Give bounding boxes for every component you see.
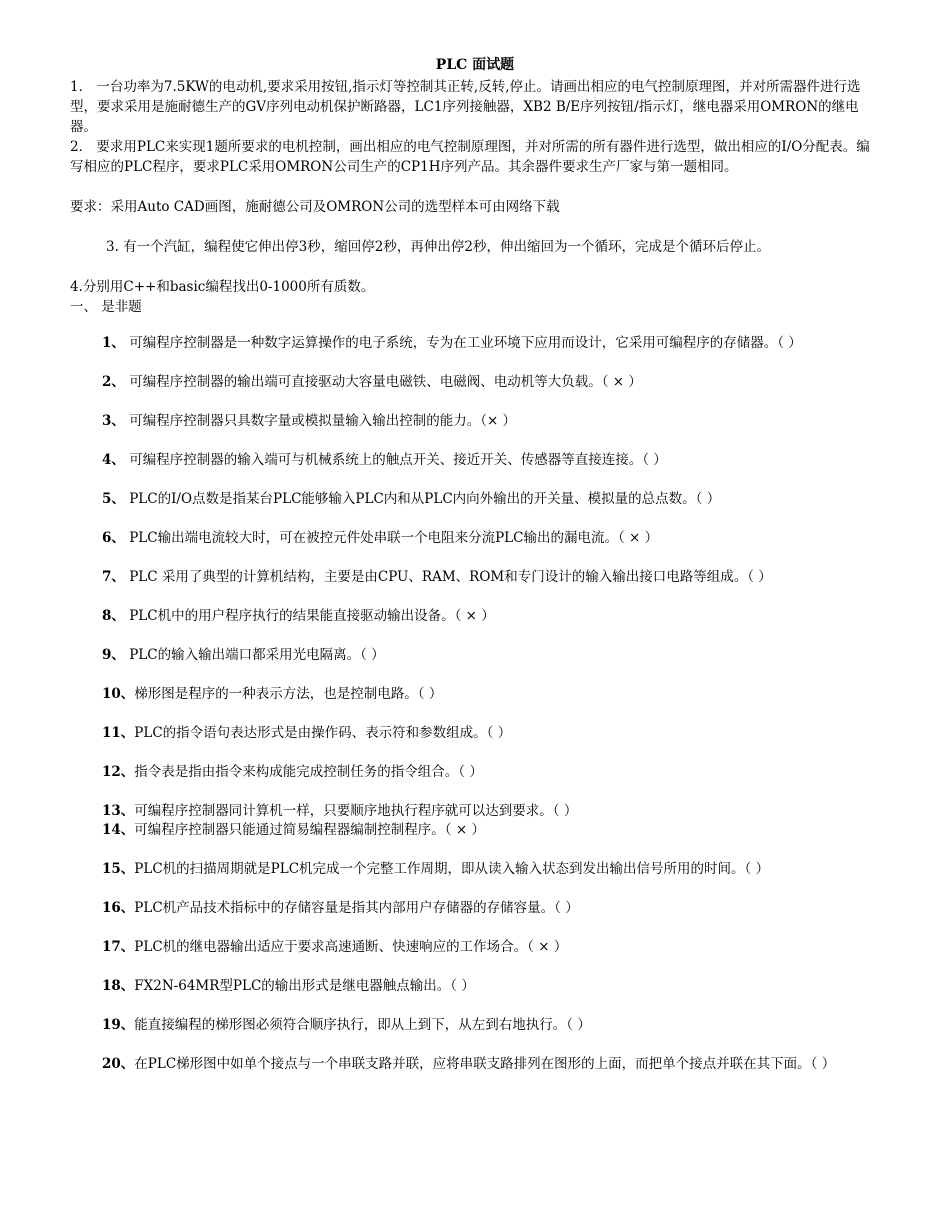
question-number: 20、	[102, 1056, 135, 1072]
question-text: 可编程序控制器同计算机一样，只要顺序地执行程序就可以达到要求。（ ）	[134, 803, 578, 819]
question-number: 17、	[102, 939, 135, 955]
question-item	[70, 373, 880, 392]
question-number: 10、	[102, 686, 135, 702]
question-number: 1、	[102, 335, 125, 351]
question-text: PLC 采用了典型的计算机结构，主要是由CPU、RAM、ROM和专门设计的输入输出接口电路等组成。（ ）	[124, 569, 772, 585]
intro-item-2: 2． 要求用PLC来实现1题所要求的电机控制，画出相应的电气控制原理图，并对所需的所有器件进行选型，做出相应的I/O分配表。编写相应的PLC程序，要求PLC采用OMRON公司生产的CP1H序列产品。其余器件要求生产厂家与第一题相同。	[70, 139, 870, 175]
question-item	[70, 763, 880, 782]
question-text: 能直接编程的梯形图必须符合顺序执行，即从上到下，从左到右地执行。（ ）	[134, 1017, 591, 1033]
question-item	[70, 334, 880, 353]
question-number: 6、	[102, 530, 125, 546]
question-text: PLC的指令语句表达形式是由操作码、表示符和参数组成。（ ）	[134, 725, 512, 741]
question-item	[70, 821, 880, 840]
question-number: 12、	[102, 764, 135, 780]
question-item	[70, 1055, 880, 1074]
question-number: 2、	[102, 374, 125, 390]
question-item	[70, 938, 880, 957]
question-text: 指令表是指由指令来构成能完成控制任务的指令组合。（ ）	[134, 764, 483, 780]
question-item	[70, 490, 880, 509]
question-number: 7、	[102, 569, 125, 585]
question-number: 11、	[102, 725, 135, 741]
intro-requirement: 要求：采用Auto CAD画图，施耐德公司及OMRON公司的选型样本可由网络下载	[70, 199, 560, 215]
question-item	[70, 451, 880, 470]
question-text: 可编程序控制器只具数字量或模拟量输入输出控制的能力。（× ）	[124, 413, 517, 429]
question-number: 8、	[102, 608, 125, 624]
question-text: 在PLC梯形图中如单个接点与一个串联支路并联，应将串联支路排列在图形的上面，而把单个接点并联在其下面。（ ）	[134, 1056, 836, 1072]
section-heading: 一、 是非题	[70, 299, 142, 315]
question-item	[70, 860, 880, 879]
question-text: PLC机的继电器输出适应于要求高速通断、快速响应的工作场合。（ × ）	[134, 939, 568, 955]
question-text: 可编程序控制器的输出端可直接驱动大容量电磁铁、电磁阀、电动机等大负载。（ × ）	[124, 374, 642, 390]
document-page	[70, 55, 880, 1074]
question-item	[70, 1016, 880, 1035]
question-item	[70, 802, 880, 821]
intro-item-1: 1． 一台功率为7.5KW的电动机,要求采用按钮,指示灯等控制其正转,反转,停止。请画出相应的电气控制原理图，并对所需器件进行选型，要求采用是施耐德生产的GV序列电动机保护断路器，LC1序列接触器，XB2 B/E序列按钮/指示灯，继电器采用OMRON的继电器。	[70, 79, 861, 135]
question-text: 可编程序控制器只能通过简易编程器编制控制程序。（ × ）	[134, 822, 485, 838]
question-item	[70, 977, 880, 996]
question-text: PLC机中的用户程序执行的结果能直接驱动输出设备。（ × ）	[124, 608, 495, 624]
question-list	[70, 317, 880, 1074]
question-text: PLC输出端电流较大时，可在被控元件处串联一个电阻来分流PLC输出的漏电流。（ × ）	[124, 530, 659, 546]
question-text: 可编程序控制器的输入端可与机械系统上的触点开关、接近开关、传感器等直接连接。（ ）	[124, 452, 667, 468]
question-item	[70, 568, 880, 587]
question-number: 18、	[102, 978, 135, 994]
question-item	[70, 607, 880, 626]
question-number: 4、	[102, 452, 125, 468]
question-item	[70, 899, 880, 918]
page-title: PLC 面试题	[435, 57, 515, 73]
question-item	[70, 724, 880, 743]
question-item	[70, 685, 880, 704]
question-number: 19、	[102, 1017, 135, 1033]
question-number: 9、	[102, 647, 125, 663]
question-item	[70, 529, 880, 548]
question-item	[70, 646, 880, 665]
question-text: FX2N-64MR型PLC的输出形式是继电器触点输出。（ ）	[134, 978, 475, 994]
question-number: 13、	[102, 803, 135, 819]
question-number: 16、	[102, 900, 135, 916]
question-text: PLC机的扫描周期就是PLC机完成一个完整工作周期，即从读入输入状态到发出输出信号所用的时间。（ ）	[134, 861, 770, 877]
question-text: 可编程序控制器是一种数字运算操作的电子系统，专为在工业环境下应用而设计，它采用可编程序的存储器。（ ）	[124, 335, 802, 351]
question-number: 15、	[102, 861, 135, 877]
question-text: 梯形图是程序的一种表示方法，也是控制电路。（ ）	[134, 686, 443, 702]
question-number: 14、	[102, 822, 135, 838]
question-number: 3、	[102, 413, 125, 429]
question-item	[70, 412, 880, 431]
question-number: 5、	[102, 491, 125, 507]
question-text: PLC的输入输出端口都采用光电隔离。（ ）	[124, 647, 385, 663]
question-text: PLC机产品技术指标中的存储容量是指其内部用户存储器的存储容量。（ ）	[134, 900, 579, 916]
question-text: PLC的I/O点数是指某台PLC能够输入PLC内和从PLC内向外输出的开关量、模拟量的总点数。（ ）	[124, 491, 721, 507]
intro-item-3: 3. 有一个汽缸，编程使它伸出停3秒，缩回停2秒，再伸出停2秒，伸出缩回为一个循环，完成是个循环后停止。	[106, 239, 770, 255]
intro-item-4: 4.分别用C++和basic编程找出0-1000所有质数。	[70, 279, 375, 295]
